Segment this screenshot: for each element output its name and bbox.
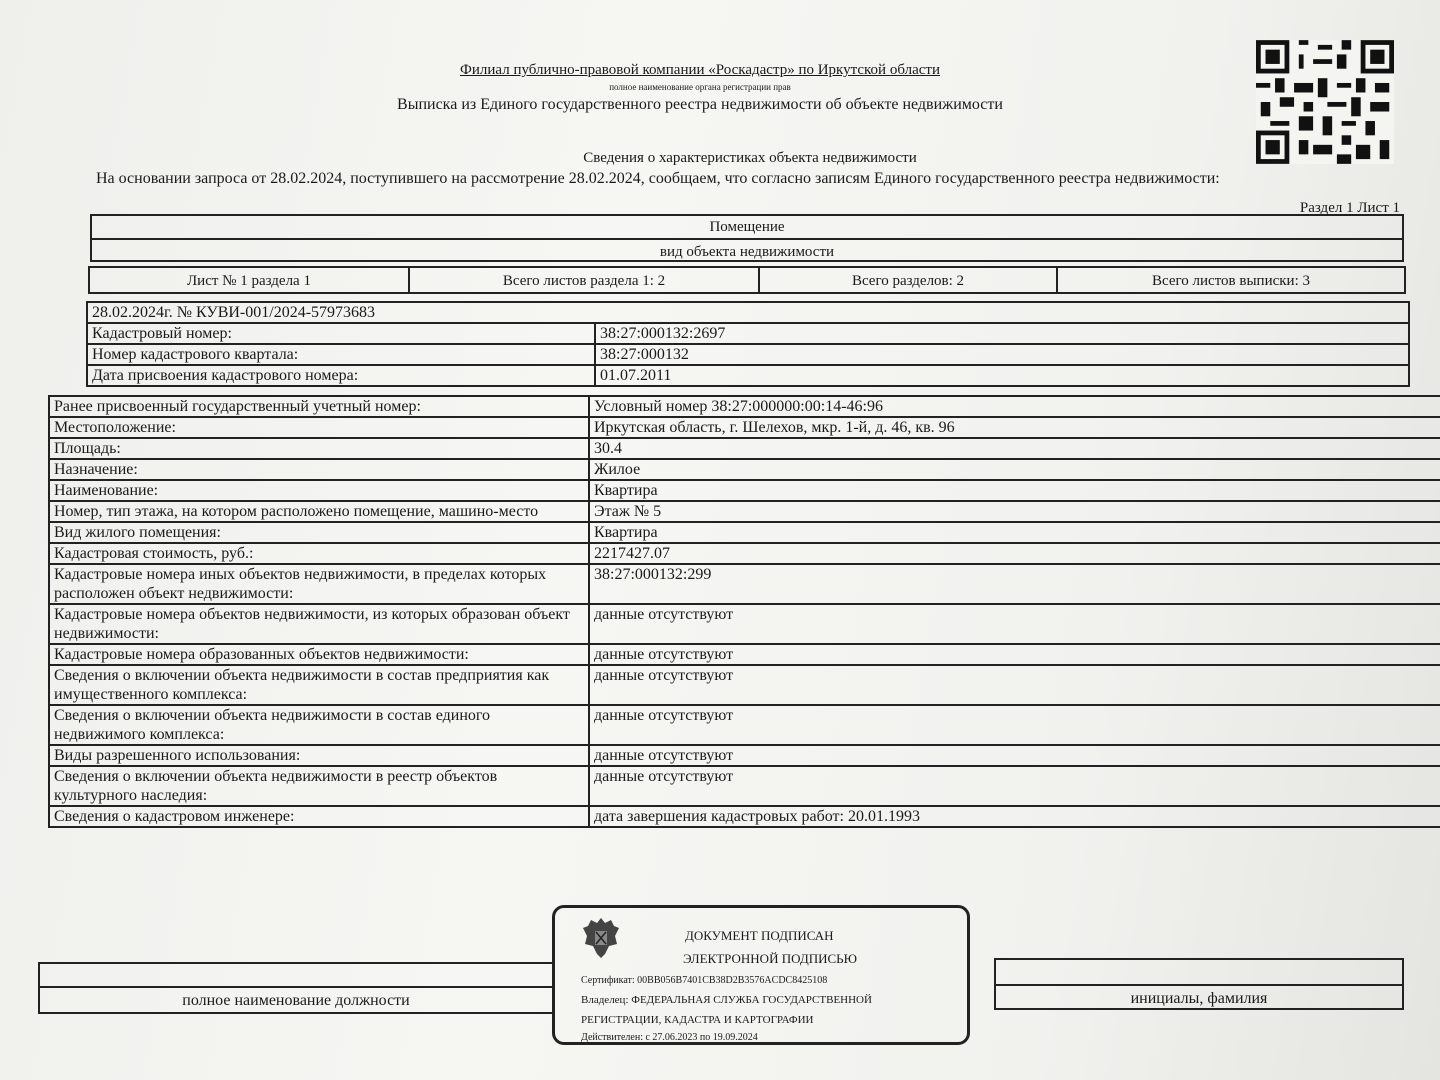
organization-caption: полное наименование органа регистрации прав [609, 82, 791, 92]
table-row [49, 564, 1440, 604]
position-signature-box [38, 962, 554, 1014]
row-label: Назначение: [49, 459, 589, 480]
stamp-owner-2: РЕГИСТРАЦИИ, КАДАСТРА И КАРТОГРАФИИ [581, 1014, 814, 1026]
section-sheet-label: Раздел 1 Лист 1 [1299, 200, 1400, 216]
row-value: 01.07.2011 [595, 365, 1409, 386]
row-label: Сведения о включении объекта недвижимости в состав предприятия как имущественного комплекса: [49, 665, 589, 705]
row-value: 38:27:000132 [595, 344, 1409, 365]
row-value: Квартира [589, 480, 1440, 501]
row-label: Виды разрешенного использования: [49, 745, 589, 766]
row-value: данные отсутствуют [589, 604, 1440, 644]
organization-name: Филиал публично-правовой компании «Роскадастр» по Иркутской области [460, 62, 940, 78]
table-row [49, 806, 1440, 827]
row-label: Площадь: [49, 438, 589, 459]
row-value: 38:27:000132:2697 [595, 323, 1409, 344]
row-label: Вид жилого помещения: [49, 522, 589, 543]
row-value: данные отсутствуют [589, 745, 1440, 766]
row-label: Кадастровая стоимость, руб.: [49, 543, 589, 564]
row-label: Ранее присвоенный государственный учетный номер: [49, 396, 589, 417]
table-row [49, 459, 1440, 480]
row-value: дата завершения кадастровых работ: 20.01.1993 [589, 806, 1440, 827]
object-type: Помещение [92, 216, 1402, 240]
table-row [87, 323, 1409, 344]
stamp-line-2: ЭЛЕКТРОННОЙ ПОДПИСЬЮ [683, 951, 857, 966]
object-type-caption: вид объекта недвижимости [659, 244, 835, 260]
sheet-info-row [88, 266, 1406, 294]
row-value: данные отсутствуют [589, 705, 1440, 745]
record-table [86, 301, 1410, 387]
row-label: Кадастровые номера образованных объектов недвижимости: [49, 644, 589, 665]
row-label: Номер кадастрового квартала: [87, 344, 595, 365]
table-row [49, 745, 1440, 766]
stamp-valid: Действителен: с 27.06.2023 по 19.09.2024 [581, 1032, 758, 1043]
electronic-signature-stamp [552, 905, 970, 1045]
document-title: Выписка из Единого государственного реестра недвижимости об объекте недвижимости [397, 96, 1003, 113]
table-row [49, 644, 1440, 665]
row-label: Дата присвоения кадастрового номера: [87, 365, 595, 386]
row-label: Кадастровые номера объектов недвижимости, из которых образован объект недвижимости: [49, 604, 589, 644]
row-value: данные отсутствуют [589, 766, 1440, 806]
table-row [49, 522, 1440, 543]
table-row [87, 365, 1409, 386]
sheet-number: Лист № 1 раздела 1 [90, 268, 410, 292]
total-sections: Всего разделов: 2 [760, 268, 1058, 292]
table-row [87, 344, 1409, 365]
table-row [49, 604, 1440, 644]
name-signature-box [994, 958, 1404, 1010]
row-label: Кадастровые номера иных объектов недвижимости, в пределах которых расположен объект недвижимости: [49, 564, 589, 604]
signature-line [40, 986, 552, 988]
table-row [49, 766, 1440, 806]
position-caption: полное наименование должности [182, 992, 410, 1009]
row-value: Этаж № 5 [589, 501, 1440, 522]
coat-of-arms-icon [581, 914, 621, 960]
table-row [49, 705, 1440, 745]
table-row [49, 543, 1440, 564]
row-label: Местоположение: [49, 417, 589, 438]
table-row [49, 665, 1440, 705]
table-row [49, 396, 1440, 417]
row-value: Иркутская область, г. Шелехов, мкр. 1-й, д. 46, кв. 96 [589, 417, 1440, 438]
signature-line [996, 984, 1402, 986]
table-row [49, 501, 1440, 522]
row-value: Условный номер 38:27:000000:00:14-46:96 [589, 396, 1440, 417]
request-basis-text: На основании запроса от 28.02.2024, поступившего на рассмотрение 28.02.2024, сообщаем, что согласно записям Единого государственного реестра недвижимости: [96, 170, 1220, 187]
row-value: 2217427.07 [589, 543, 1440, 564]
row-label: Номер, тип этажа, на котором расположено помещение, машино-место [49, 501, 589, 522]
row-value: 30.4 [589, 438, 1440, 459]
table-row [49, 480, 1440, 501]
name-caption: инициалы, фамилия [1130, 990, 1268, 1007]
table-row [49, 438, 1440, 459]
row-label: Сведения о включении объекта недвижимости в реестр объектов культурного наследия: [49, 766, 589, 806]
details-table [48, 395, 1440, 828]
section-title: Сведения о характеристиках объекта недвижимости [583, 150, 917, 166]
row-value: Квартира [589, 522, 1440, 543]
stamp-owner: Владелец: ФЕДЕРАЛЬНАЯ СЛУЖБА ГОСУДАРСТВЕННОЙ [581, 994, 872, 1006]
sheets-in-section: Всего листов раздела 1: 2 [410, 268, 760, 292]
row-value: Жилое [589, 459, 1440, 480]
total-sheets: Всего листов выписки: 3 [1152, 273, 1310, 289]
stamp-certificate: Сертификат: 00BB056B7401CB38D2B3576ACDC8425108 [581, 975, 828, 986]
row-label: Сведения о включении объекта недвижимости в состав единого недвижимого комплекса: [49, 705, 589, 745]
row-label: Кадастровый номер: [87, 323, 595, 344]
record-number: 28.02.2024г. № КУВИ-001/2024-57973683 [87, 302, 1409, 323]
row-value: 38:27:000132:299 [589, 564, 1440, 604]
object-type-box [90, 214, 1404, 262]
row-label: Сведения о кадастровом инженере: [49, 806, 589, 827]
qr-code-icon [1256, 40, 1394, 164]
row-value: данные отсутствуют [589, 665, 1440, 705]
table-row [49, 417, 1440, 438]
row-value: данные отсутствуют [589, 644, 1440, 665]
row-label: Наименование: [49, 480, 589, 501]
stamp-line-1: ДОКУМЕНТ ПОДПИСАН [685, 928, 834, 943]
